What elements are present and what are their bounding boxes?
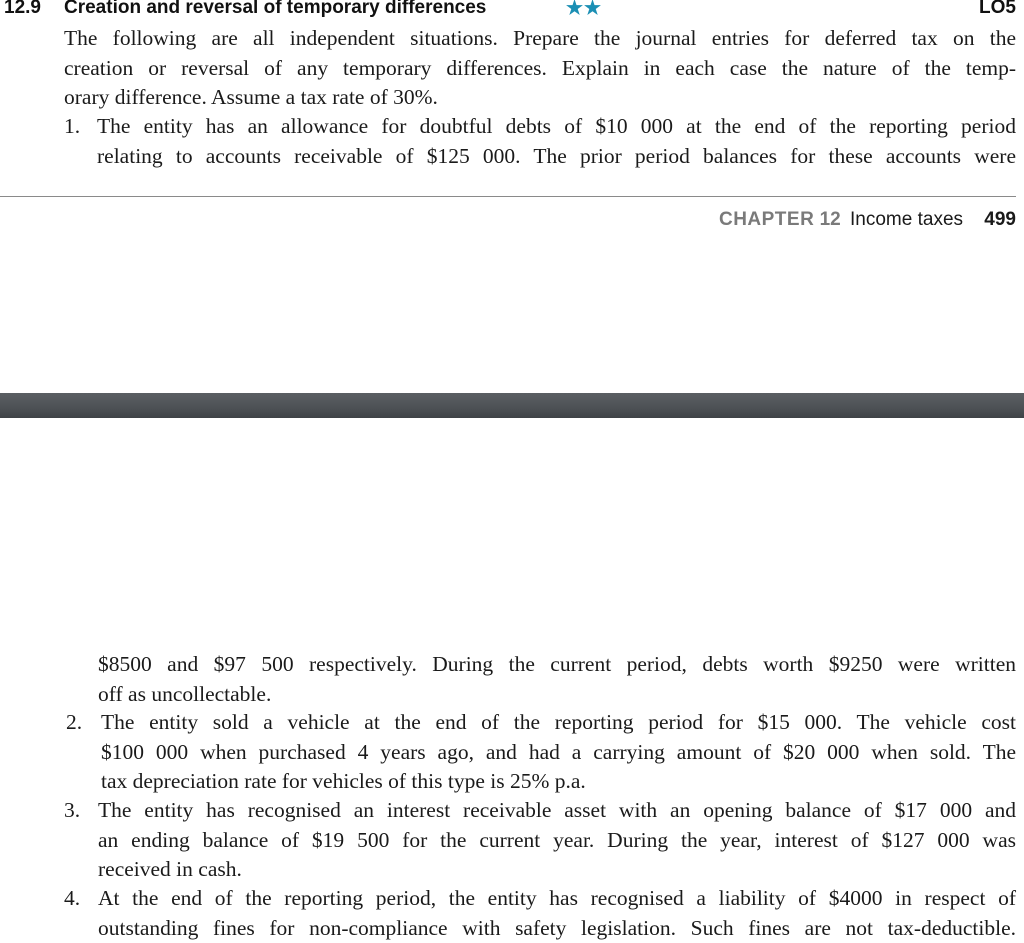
chapter-title: Income taxes [850,209,963,230]
item-3-number: 3. [64,796,80,826]
item-line: The entity has an allowance for doubtful debts of $10 000 at the end of the reporting period [97,112,1016,142]
item-line: received in cash. [98,855,1016,885]
exercise-number: 12.9 [4,0,41,19]
item-1-text-part1 [97,112,1016,171]
difficulty-stars-icon: ★★ [566,0,602,20]
item-line: off as uncollectable. [98,680,1016,710]
item-4-text [98,884,1016,943]
exercise-title: Creation and reversal of temporary differences [64,0,486,19]
item-line: outstanding fines for non-compliance with safety legislation. Such fines are not tax-deductible. [98,914,1016,943]
item-2-number: 2. [66,708,82,738]
page-footer [719,209,1016,231]
item-line: $8500 and $97 500 respectively. During the current period, debts worth $9250 were written [98,650,1016,680]
item-line: tax depreciation rate for vehicles of this type is 25% p.a. [101,767,1016,797]
item-line: At the end of the reporting period, the entity has recognised a liability of $4000 in respect of [98,884,1016,914]
page-number: 499 [984,209,1016,230]
learning-objective-label: LO5 [979,0,1016,19]
intro-line: orary difference. Assume a tax rate of 30%. [64,83,1016,113]
item-1-number: 1. [64,112,80,142]
chapter-number: 12 [820,209,841,230]
item-3-text [98,796,1016,885]
item-line: an ending balance of $19 500 for the current year. During the year, interest of $127 000 was [98,826,1016,856]
item-1-text-part2 [98,650,1016,709]
item-line: The entity sold a vehicle at the end of the reporting period for $15 000. The vehicle cost [101,708,1016,738]
page-break-divider [0,393,1024,418]
item-line: $100 000 when purchased 4 years ago, and had a carrying amount of $20 000 when sold. The [101,738,1016,768]
exercise-intro [64,24,1016,113]
exercise-header [0,0,1016,21]
page-footer-rule [0,196,1016,197]
item-4-number: 4. [64,884,80,914]
chapter-label: CHAPTER [719,209,814,230]
intro-line: The following are all independent situations. Prepare the journal entries for deferred tax on the [64,24,1016,54]
item-line: The entity has recognised an interest receivable asset with an opening balance of $17 000 and [98,796,1016,826]
item-2-text [101,708,1016,797]
intro-line: creation or reversal of any temporary differences. Explain in each case the nature of the temp- [64,54,1016,84]
item-line: relating to accounts receivable of $125 000. The prior period balances for these accounts were [97,142,1016,172]
